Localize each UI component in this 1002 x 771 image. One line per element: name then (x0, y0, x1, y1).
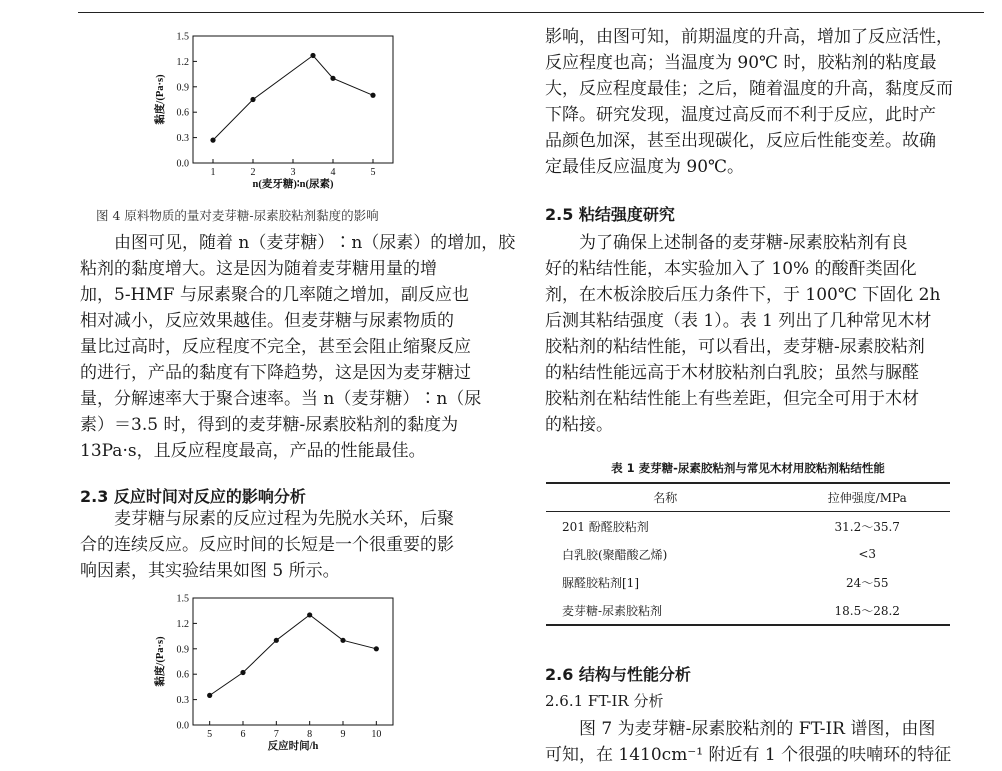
table-cell-strength: <3 (858, 547, 877, 561)
section-heading-2-3: 2.3 反应时间对反应的影响分析 (80, 487, 306, 506)
table-cell-name: 白乳胶(聚醋酸乙烯) (562, 547, 668, 562)
table-header-row (546, 483, 950, 512)
text-line: 胶粘剂的粘结性能，可以看出，麦芽糖-尿素胶粘剂 (545, 337, 925, 357)
section-heading-2-6-1: 2.6.1 FT-IR 分析 (545, 692, 664, 710)
text-line: 品颜色加深，甚至出现碳化，反应后性能变差。故确 (545, 131, 936, 151)
data-point (370, 93, 375, 98)
y-tick-label: 0.9 (176, 82, 189, 94)
data-point (240, 670, 245, 675)
text-line: 素）＝3.5 时，得到的麦芽糖-尿素胶粘剂的黏度为 (80, 415, 459, 435)
text-line: 定最佳反应温度为 90℃。 (545, 157, 745, 177)
text-line: 的粘接。 (545, 415, 613, 435)
text-line: 13Pa·s，且反应程度最高，产品的性能最佳。 (80, 441, 426, 461)
data-point (210, 138, 215, 143)
data-point (340, 638, 345, 643)
column-header-strength: 拉伸强度/MPa (784, 483, 950, 512)
y-tick-label: 0.0 (176, 158, 189, 170)
text-line: 合的连续反应。反应时间的长短是一个很重要的影 (80, 535, 454, 555)
text-line: 下降。研究发现，温度过高反而不利于反应，此时产 (545, 105, 936, 125)
x-tick-label: 7 (273, 729, 279, 740)
header-rule (78, 12, 984, 13)
y-tick-label: 0.0 (176, 720, 189, 732)
y-tick-label: 1.5 (176, 31, 189, 43)
text-line: 粘剂的黏度增大。这是因为随着麦芽糖用量的增 (80, 259, 437, 279)
y-tick-label: 0.3 (176, 695, 189, 707)
right-paragraph-2 (545, 230, 953, 438)
text-line: 为了确保上述制备的麦芽糖-尿素胶粘剂有良 (579, 233, 908, 253)
y-tick-label: 1.5 (176, 593, 189, 605)
series-line (210, 615, 377, 696)
text-line: 胶粘剂在粘结性能上有些差距，但完全可用于木材 (545, 389, 919, 409)
plot-frame (193, 598, 393, 725)
plot-frame (193, 36, 393, 163)
section-heading-2-5: 2.5 粘结强度研究 (545, 205, 675, 224)
column-header-name: 名称 (546, 483, 784, 512)
text-line: 可知，在 1410cm⁻¹ 附近有 1 个很强的呋喃环的特征 (545, 745, 952, 765)
y-tick-label: 0.9 (176, 644, 189, 656)
fig4-chart (148, 28, 408, 198)
table1-caption: 表 1 麦芽糖-尿素胶粘剂与常见木材用胶粘剂粘结性能 (611, 461, 885, 475)
data-point (330, 76, 335, 81)
series-line (213, 56, 373, 141)
y-tick-label: 0.6 (176, 107, 189, 119)
data-point (274, 638, 279, 643)
y-axis-label: 黏度/(Pa·s) (155, 74, 166, 125)
table-cell-strength: 18.5～28.2 (784, 596, 950, 625)
data-point (310, 53, 315, 58)
y-tick-label: 0.6 (176, 669, 189, 681)
x-tick-label: 6 (240, 729, 246, 740)
text-line: 响因素，其实验结果如图 5 所示。 (80, 561, 340, 581)
text-line: 量，分解速率大于聚合速率。当 n（麦芽糖）∶n（尿 (80, 389, 482, 409)
text-line: 大，反应程度最佳；之后，随着温度的升高，黏度反而 (545, 79, 953, 99)
text-line: 量比过高时，反应程度不完全，甚至会阻止缩聚反应 (80, 337, 471, 357)
text-line: 剂，在木板涂胶后压力条件下，于 100℃ 下固化 2h (545, 285, 941, 305)
table-cell-name: 脲醛胶粘剂[1] (562, 575, 639, 590)
section-heading-2-6: 2.6 结构与性能分析 (545, 665, 691, 684)
text-line: 的粘结性能远高于木材胶粘剂白乳胶；虽然与脲醛 (545, 363, 919, 383)
x-tick-label: 3 (290, 167, 296, 178)
x-tick-label: 5 (370, 167, 376, 178)
text-line: 相对减小，反应效果越佳。但麦芽糖与尿素物质的 (80, 311, 454, 331)
x-tick-label: 9 (340, 729, 346, 740)
text-line: 的进行，产品的黏度有下降趋势，这是因为麦芽糖过 (80, 363, 471, 383)
x-tick-label: 8 (307, 729, 313, 740)
table-row (546, 540, 950, 568)
table-cell-name: 麦芽糖-尿素胶粘剂 (546, 596, 784, 625)
y-tick-label: 0.3 (176, 133, 189, 145)
text-line: 后测其粘结强度（表 1）。表 1 列出了几种常见木材 (545, 311, 932, 331)
fig4-caption: 图 4 原料物质的量对麦芽糖-尿素胶粘剂黏度的影响 (96, 208, 379, 223)
data-point (374, 646, 379, 651)
y-axis-label: 黏度/(Pa·s) (155, 636, 166, 687)
x-axis-label: n(麦牙糖)∶n(尿素) (252, 179, 334, 190)
x-tick-label: 2 (250, 167, 256, 178)
x-tick-label: 5 (207, 729, 213, 740)
table1 (546, 482, 950, 626)
data-point (307, 612, 312, 617)
x-tick-label: 4 (330, 167, 336, 178)
text-line: 加，5-HMF 与尿素聚合的几率随之增加，副反应也 (80, 285, 469, 305)
text-line: 影响，由图可知，前期温度的升高，增加了反应活性， (545, 27, 953, 47)
text-line: 图 7 为麦芽糖-尿素胶粘剂的 FT-IR 谱图，由图 (579, 719, 936, 739)
left-paragraph-1 (80, 230, 516, 464)
table-row (546, 512, 950, 541)
fig5-chart (148, 590, 408, 760)
y-tick-label: 1.2 (176, 56, 189, 68)
table-row (546, 568, 950, 596)
x-axis-label: 反应时间/h (267, 741, 319, 752)
table-cell-strength: 24～55 (845, 575, 889, 590)
text-line: 好的粘结性能，本实验加入了 10% 的酸酐类固化 (545, 259, 917, 279)
text-line: 由图可见，随着 n（麦芽糖）∶n（尿素）的增加，胶 (114, 233, 516, 253)
data-point (207, 693, 212, 698)
table-row (546, 596, 950, 625)
right-paragraph-3 (545, 716, 953, 768)
data-point (250, 97, 255, 102)
y-tick-label: 1.2 (176, 618, 189, 630)
x-tick-label: 10 (371, 729, 382, 740)
left-paragraph-2 (80, 506, 488, 584)
text-line: 麦芽糖与尿素的反应过程为先脱水关环，后聚 (114, 509, 454, 529)
right-paragraph-1 (545, 24, 953, 180)
table-cell-strength: 31.2～35.7 (834, 519, 900, 534)
table-cell-name: 201 酚醛胶粘剂 (562, 519, 649, 534)
x-tick-label: 1 (210, 167, 216, 178)
text-line: 反应程度也高；当温度为 90℃ 时，胶粘剂的粘度最 (545, 53, 937, 73)
